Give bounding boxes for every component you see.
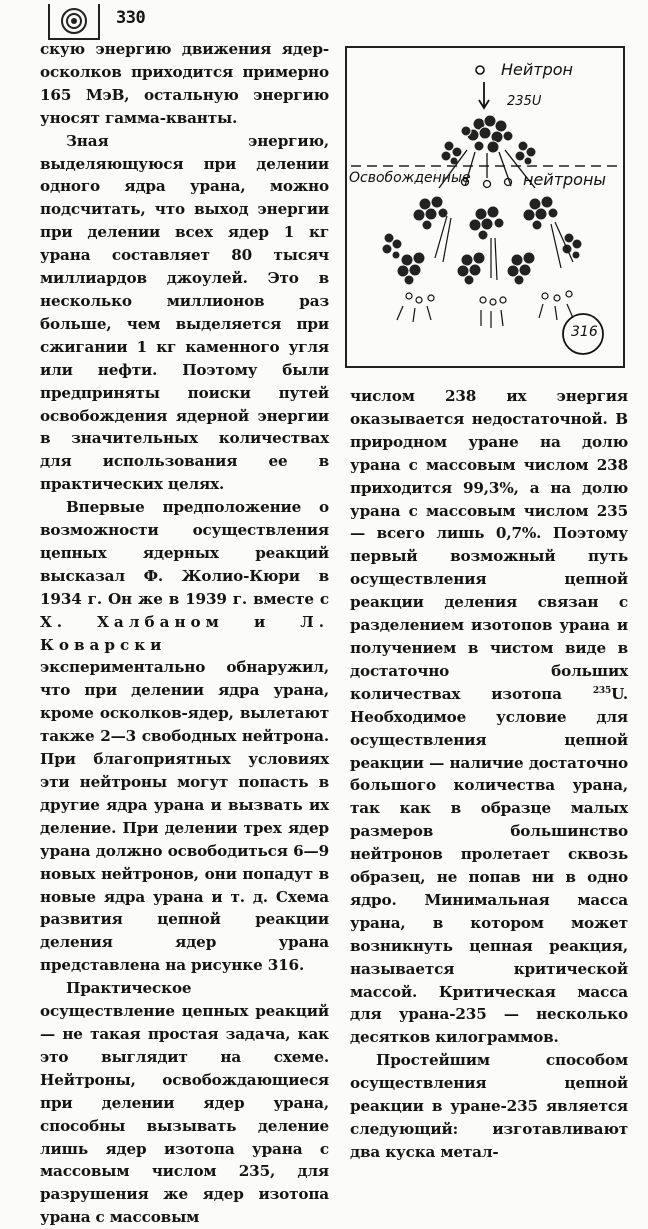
released-neutrons-label-right: нейтроны: [523, 170, 607, 189]
figure-316-chain-reaction: [345, 46, 625, 368]
paragraph-text: экспериментально обнаружил, что при делении ядра урана, кроме осколков-ядер, вылетают также 2—3 свободных нейтрона. При благоприятных условиях эти нейтроны могут попасть в другие ядра урана и вызвать их деление. При делении трех ядер урана должно освободиться 6—9 новых нейтронов, они попадут в новые ядра урана и т. д. Схема развития цепной реакции деления ядер урана представлена на рисунке 316.: [40, 658, 329, 975]
paragraph-text: U. Необходимое условие для осуществления цепной реакции — наличие достаточно большого количества урана, так как в образце малых размеров большинство нейтронов пролетает сквозь образец, не попав ни в одно ядро. Минимальная масса урана, в котором может возникнуть цепная реакция, называется критической массой. Критическая масса для урана-235 — несколько десятков килограммов.: [350, 684, 628, 1047]
section-logo: [48, 4, 100, 40]
neutron-label: Нейтрон: [501, 60, 573, 79]
target-rings-icon: [56, 6, 92, 36]
paragraph: скую энергию движения ядер-осколков приходится примерно 165 МэВ, остальную энергию уносят гамма-кванты.: [40, 40, 329, 127]
spaced-names: Х. Халбаном и Л. Коварски: [40, 612, 329, 654]
left-text-column: [40, 38, 329, 1229]
paragraph: [350, 385, 628, 1049]
page-number: 330: [116, 8, 146, 28]
paragraph-text: Впервые предположение о возможности осуществления цепных ядерных реакций высказал Ф. Жолио-Кюри в 1934 г. Он же в 1939 г. вместе с: [40, 498, 329, 608]
paragraph: Практическое осуществление цепных реакций — не такая простая задача, как это выглядит на схеме. Нейтроны, освобождающиеся при делении ядер урана, способны вызывать деление лишь ядер изотопа урана с массовым числом 235, для разрушения же ядер изотопа урана с массовым: [40, 979, 329, 1227]
paragraph: [40, 496, 329, 977]
chain-reaction-diagram: [347, 48, 623, 366]
figure-number: 316: [571, 324, 598, 340]
paragraph: Простейшим способом осуществления цепной реакции в уране-235 является следующий: изготавливают два куска метал-: [350, 1051, 628, 1161]
isotope-superscript: 235: [592, 685, 612, 696]
paragraph-text: числом 238 их энергия оказывается недостаточной. В природном уране на долю урана с массовым числом 238 приходится 99,3%, а на долю урана с массовым числом 235 — всего лишь 0,7%. Поэтому первый возможный путь осуществления цепной реакции деления связан с разделением изотопов урана и получением в чистом виде в достаточно больших количествах изотопа: [350, 387, 628, 703]
right-text-column: [350, 385, 628, 1164]
released-neutrons-label-left: Освобожденные: [349, 170, 471, 186]
isotope-label: 235U: [507, 94, 542, 109]
paragraph: Зная энергию, выделяющуюся при делении одного ядра урана, можно подсчитать, что выход энергии при делении всех ядер 1 кг урана составляет 80 тысяч миллиардов джоулей. Это в несколько миллионов раз больше, чем выделяется при сжигании 1 кг каменного угля или нефти. Поэтому были предприняты поиски путей освобождения ядерной энергии в значительных количествах для использования ее в практических целях.: [40, 131, 329, 494]
